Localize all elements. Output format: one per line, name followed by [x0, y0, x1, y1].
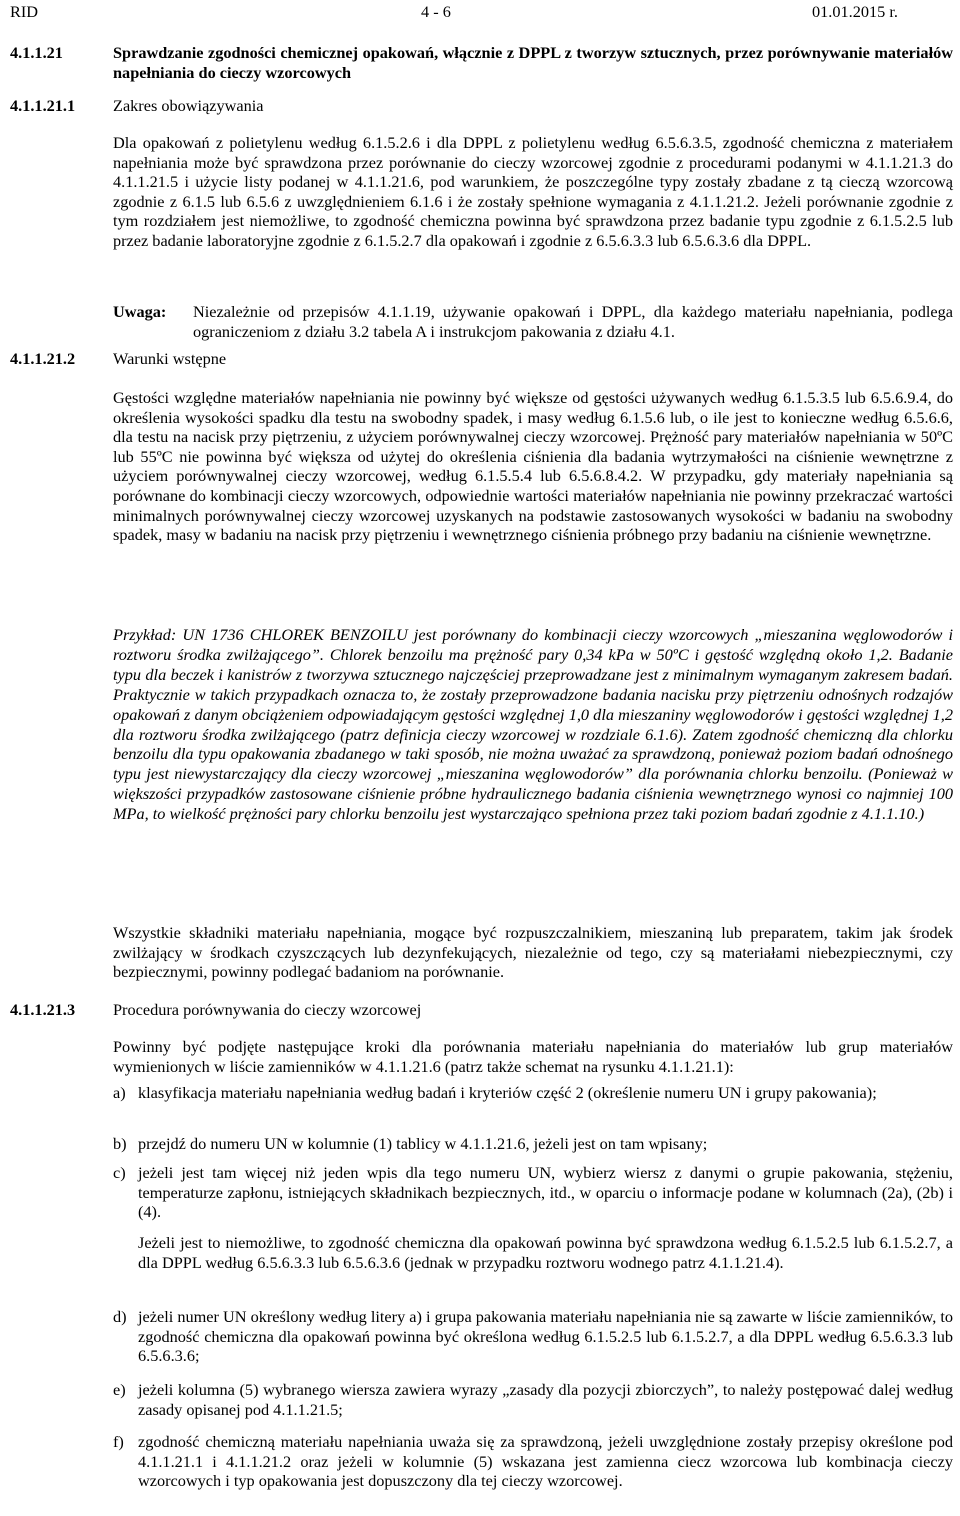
list-item-label: a)	[113, 1083, 126, 1102]
example-paragraph: Przykład: UN 1736 CHLOREK BENZOILU jest porównany do kombinacji cieczy wzorcowych „mieszanina węglowodorów i roztworu środka zwilżającego”. Chlorek benzoilu ma prężność pary 0,34 kPa w 50ºC i gęstość względną około 1,2. Badanie typu dla beczek i kanistrów z tworzywa sztucznego najczęściej przeprowadzane jest z minimalnym wymaganym zakresem badań. Praktycznie w takich przypadkach oznacza to, że zostały przeprowadzone badania nacisku przy piętrzeniu odnośnych rodzajów opakowań z danym obciążeniem odpowiadającym gęstości względnej 1,0 dla mieszaniny węglowodorów i gęstości względnej 1,2 dla roztworu środka zwilżającego (patrz definicja cieczy wzorcowej w rozdziale 6.1.6). Zatem zgodność chemiczną dla chlorku benzoilu dla typu opakowania zbadanego w taki sposób, nie można uważać za sprawdzoną, ponieważ poziom badań odnośnego typu jest niewystarczający dla cieczy wzorcowej „mieszanina węglowodorów” dla porównania chlorku benzoilu. (Ponieważ w większości przypadków zastosowane ciśnienie próbne hydraulicznego badania ciśnienia wewnętrznego wynosi co najmniej 100 MPa, to wielkość prężności pary chlorku benzoilu jest wystarczająco spełniona przez taki poziom badań zgodnie z 4.1.1.10.)	[113, 625, 953, 824]
section-number-4-1-1-21: 4.1.1.21	[10, 43, 63, 62]
section-number-4-1-1-21-3: 4.1.1.21.3	[10, 1000, 76, 1019]
list-item-label: d)	[113, 1307, 127, 1326]
list-item-label: c)	[113, 1163, 126, 1182]
header-right: 01.01.2015 r.	[812, 2, 898, 21]
preconditions-paragraph: Gęstości względne materiałów napełniania nie powinny być większe od gęstości używanych według 6.1.5.3.5 lub 6.5.6.9.4, do określenia wysokości spadku dla testu na swobodny spadek, i masy według 6.1.5.6 lub, o ile jest to konieczne według 6.5.6.6, dla testu na nacisk przy piętrzeniu, z użyciem porównywalnej cieczy wzorcowej. Prężność pary materiałów napełniania w 50ºC lub 55ºC nie powinna być większa od użytej do określenia ciśnienia dla badania wytrzymałości na ciśnienie wewnętrzne z użyciem porównywalnej cieczy wzorcowej, według 6.1.5.5.4 lub 6.5.6.8.4.2. W przypadku, gdy materiały napełniania są porównane do kombinacji cieczy wzorcowych, odpowiednie wartości materiałów napełniania nie powinny przekraczać wartości minimalnych porównywalnej cieczy wzorcowej uzyskanych na podstawie zastosowanych wysokości w badaniu na swobodny spadek, masy w badaniu na nacisk przy piętrzeniu i wewnętrznego ciśnienia próbnego przy badaniu na ciśnienie wewnętrzne.	[113, 388, 953, 545]
list-item-e: jeżeli kolumna (5) wybranego wiersza zawiera wyrazy „zasady dla pozycji zbiorczych”, to należy postępować dalej według zasady opisanej pod 4.1.1.21.5;	[138, 1380, 953, 1419]
components-paragraph: Wszystkie składniki materiału napełniania, mogące być rozpuszczalnikiem, mieszaniną lub preparatem, takim jak środek zwilżający w środkach czyszczących lub dezynfekujących, niezależnie od tego, czy są materiałami niebezpiecznymi, czy bezpiecznymi, powinny podlegać badaniom na porównanie.	[113, 923, 953, 982]
list-item-b: przejdź do numeru UN w kolumnie (1) tablicy w 4.1.1.21.6, jeżeli jest on tam wpisany;	[138, 1134, 708, 1153]
note-text: Niezależnie od przepisów 4.1.1.19, używanie opakowań i DPPL, dla każdego materiału napełniania, podlega ograniczeniom z działu 3.2 tabela A i instrukcjom pakowania z działu 4.1.	[193, 302, 953, 341]
note-label: Uwaga:	[113, 302, 167, 321]
list-item-c-continuation: Jeżeli jest to niemożliwe, to zgodność chemiczna dla opakowań powinna być sprawdzona według 6.1.5.2.5 lub 6.1.5.2.7, a dla DPPL według 6.5.6.3.3 lub 6.5.6.3.6 (jednak w przypadku roztworu wodnego patrz 4.1.1.21.4).	[138, 1233, 953, 1272]
section-number-4-1-1-21-1: 4.1.1.21.1	[10, 96, 76, 115]
list-item-f: zgodność chemiczną materiału napełniania uważa się za sprawdzoną, jeżeli uwzględnione zostały przepisy określone pod 4.1.1.21.1 i 4.1.1.21.2 oraz jeżeli w kolumnie (5) wskazana jest zamienna ciecz wzorcowa lub kombinacja cieczy wzorcowych i typ opakowania jest dopuszczony dla tej cieczy wzorcowej.	[138, 1432, 953, 1491]
list-item-label: b)	[113, 1134, 127, 1153]
list-item-a: klasyfikacja materiału napełniania według badań i kryteriów część 2 (określenie numeru UN i grupy pakowania);	[138, 1083, 877, 1102]
procedure-intro: Powinny być podjęte następujące kroki dla porównania materiału napełniania do materiałów lub grup materiałów wymienionych w liście zamienników w 4.1.1.21.6 (patrz także schemat na rysunku 4.1.1.21.1):	[113, 1037, 953, 1076]
section-title-4-1-1-21-3: Procedura porównywania do cieczy wzorcowej	[113, 1000, 422, 1019]
list-item-label: f)	[113, 1432, 124, 1451]
scope-paragraph: Dla opakowań z polietylenu według 6.1.5.2.6 i dla DPPL z polietylenu według 6.5.6.3.5, zgodność chemiczna z materiałem napełniania może być sprawdzona przez porównanie do cieczy wzorcowej zgodnie z procedurami podanymi w 4.1.1.21.3 do 4.1.1.21.5 i użycie listy podanej w 4.1.1.21.6, pod warunkiem, że poszczególne typy zostały zbadane z tą cieczą wzorcową zgodnie z 6.1.5 lub 6.5.6 z uwzględnieniem 6.1.6 i że zostały spełnione wymagania z 4.1.1.21.2. Jeżeli porównanie zgodnie z tym rozdziałem jest niemożliwe, to zgodność chemiczna powinna być sprawdzona przez badanie typu zgodnie z 6.1.5.2.5 lub przez badanie laboratoryjne zgodnie z 6.1.5.2.7 dla opakowań i zgodnie z 6.5.6.3.3 lub 6.5.6.3.6 dla DPPL.	[113, 133, 953, 250]
list-item-d: jeżeli numer UN określony według litery a) i grupa pakowania materiału napełniania nie są zawarte w liście zamienników, to zgodność chemiczna dla opakowań powinna być określona według 6.1.5.2.5 lub 6.1.5.2.7, a dla DPPL według 6.5.6.3.3 lub 6.5.6.3.6;	[138, 1307, 953, 1366]
header-left: RID	[10, 2, 39, 21]
header-center: 4 - 6	[421, 2, 451, 21]
section-title-4-1-1-21-2: Warunki wstępne	[113, 349, 227, 368]
section-title-4-1-1-21: Sprawdzanie zgodności chemicznej opakowań, włącznie z DPPL z tworzyw sztucznych, przez porównywanie materiałów napełniania do cieczy wzorcowych	[113, 43, 953, 82]
section-title-4-1-1-21-1: Zakres obowiązywania	[113, 96, 264, 115]
section-number-4-1-1-21-2: 4.1.1.21.2	[10, 349, 76, 368]
list-item-c: jeżeli jest tam więcej niż jeden wpis dla tego numeru UN, wybierz wiersz z danymi o grupie pakowania, stężeniu, temperaturze zapłonu, istniejących składnikach bezpiecznych, itd., w oparciu o informacje podane w kolumnach (2a), (2b) i (4).	[138, 1163, 953, 1222]
list-item-label: e)	[113, 1380, 126, 1399]
